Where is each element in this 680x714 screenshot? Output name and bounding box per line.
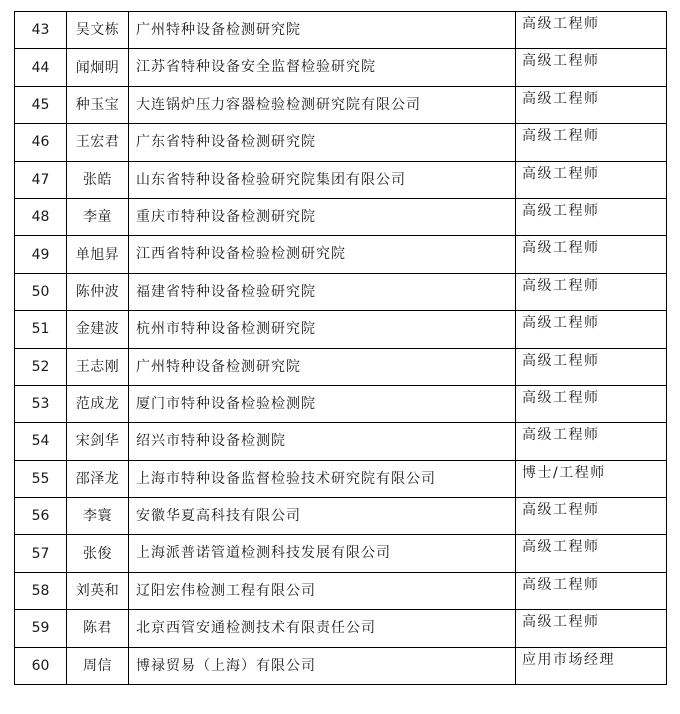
job-title: 高级工程师 <box>516 385 667 422</box>
job-title: 高级工程师 <box>516 311 667 348</box>
row-number: 45 <box>15 86 67 123</box>
row-number: 46 <box>15 124 67 161</box>
person-name: 刘英和 <box>67 572 129 609</box>
row-number: 44 <box>15 49 67 86</box>
table-row <box>15 49 667 86</box>
job-title: 高级工程师 <box>516 86 667 123</box>
organization: 江苏省特种设备安全监督检验研究院 <box>129 49 516 86</box>
table-row <box>15 423 667 460</box>
job-title: 高级工程师 <box>516 572 667 609</box>
table-row <box>15 385 667 422</box>
organization: 山东省特种设备检验研究院集团有限公司 <box>129 161 516 198</box>
person-name: 种玉宝 <box>67 86 129 123</box>
job-title: 高级工程师 <box>516 49 667 86</box>
organization: 广州特种设备检测研究院 <box>129 12 516 49</box>
person-name: 金建波 <box>67 311 129 348</box>
job-title: 高级工程师 <box>516 273 667 310</box>
table-row <box>15 311 667 348</box>
organization: 大连锅炉压力容器检验检测研究院有限公司 <box>129 86 516 123</box>
table-row <box>15 348 667 385</box>
person-name: 李童 <box>67 198 129 235</box>
person-name: 宋剑华 <box>67 423 129 460</box>
expert-roster-table <box>14 11 667 685</box>
job-title: 高级工程师 <box>516 535 667 572</box>
job-title: 高级工程师 <box>516 236 667 273</box>
table-row <box>15 161 667 198</box>
person-name: 单旭昇 <box>67 236 129 273</box>
row-number: 43 <box>15 12 67 49</box>
job-title: 高级工程师 <box>516 348 667 385</box>
job-title: 高级工程师 <box>516 124 667 161</box>
table-row <box>15 273 667 310</box>
organization: 杭州市特种设备检测研究院 <box>129 311 516 348</box>
job-title: 高级工程师 <box>516 12 667 49</box>
row-number: 52 <box>15 348 67 385</box>
row-number: 60 <box>15 647 67 684</box>
row-number: 55 <box>15 460 67 497</box>
job-title: 高级工程师 <box>516 610 667 647</box>
organization: 辽阳宏伟检测工程有限公司 <box>129 572 516 609</box>
job-title: 高级工程师 <box>516 161 667 198</box>
organization: 广东省特种设备检测研究院 <box>129 124 516 161</box>
table-row <box>15 198 667 235</box>
row-number: 48 <box>15 198 67 235</box>
person-name: 陈仲波 <box>67 273 129 310</box>
row-number: 58 <box>15 572 67 609</box>
row-number: 59 <box>15 610 67 647</box>
table-row <box>15 12 667 49</box>
job-title: 高级工程师 <box>516 198 667 235</box>
organization: 绍兴市特种设备检测院 <box>129 423 516 460</box>
organization: 重庆市特种设备检测研究院 <box>129 198 516 235</box>
organization: 江西省特种设备检验检测研究院 <box>129 236 516 273</box>
row-number: 49 <box>15 236 67 273</box>
organization: 厦门市特种设备检验检测院 <box>129 385 516 422</box>
person-name: 吴文栋 <box>67 12 129 49</box>
table-row <box>15 236 667 273</box>
organization: 安徽华夏高科技有限公司 <box>129 498 516 535</box>
organization: 博禄贸易（上海）有限公司 <box>129 647 516 684</box>
row-number: 50 <box>15 273 67 310</box>
row-number: 53 <box>15 385 67 422</box>
table-row <box>15 610 667 647</box>
organization: 北京西管安通检测技术有限责任公司 <box>129 610 516 647</box>
person-name: 张俊 <box>67 535 129 572</box>
table-row <box>15 647 667 684</box>
table-row <box>15 460 667 497</box>
job-title: 高级工程师 <box>516 423 667 460</box>
row-number: 47 <box>15 161 67 198</box>
person-name: 张皓 <box>67 161 129 198</box>
job-title: 应用市场经理 <box>516 647 667 684</box>
table-row <box>15 535 667 572</box>
person-name: 范成龙 <box>67 385 129 422</box>
organization: 上海市特种设备监督检验技术研究院有限公司 <box>129 460 516 497</box>
person-name: 李寰 <box>67 498 129 535</box>
job-title: 高级工程师 <box>516 498 667 535</box>
person-name: 周信 <box>67 647 129 684</box>
organization: 上海派普诺管道检测科技发展有限公司 <box>129 535 516 572</box>
row-number: 57 <box>15 535 67 572</box>
table-row <box>15 86 667 123</box>
row-number: 56 <box>15 498 67 535</box>
row-number: 51 <box>15 311 67 348</box>
table-row <box>15 124 667 161</box>
table-row <box>15 498 667 535</box>
job-title: 博士/工程师 <box>516 460 667 497</box>
person-name: 王宏君 <box>67 124 129 161</box>
table-row <box>15 572 667 609</box>
organization: 福建省特种设备检验研究院 <box>129 273 516 310</box>
person-name: 闻炯明 <box>67 49 129 86</box>
organization: 广州特种设备检测研究院 <box>129 348 516 385</box>
person-name: 邵泽龙 <box>67 460 129 497</box>
row-number: 54 <box>15 423 67 460</box>
person-name: 王志刚 <box>67 348 129 385</box>
person-name: 陈君 <box>67 610 129 647</box>
